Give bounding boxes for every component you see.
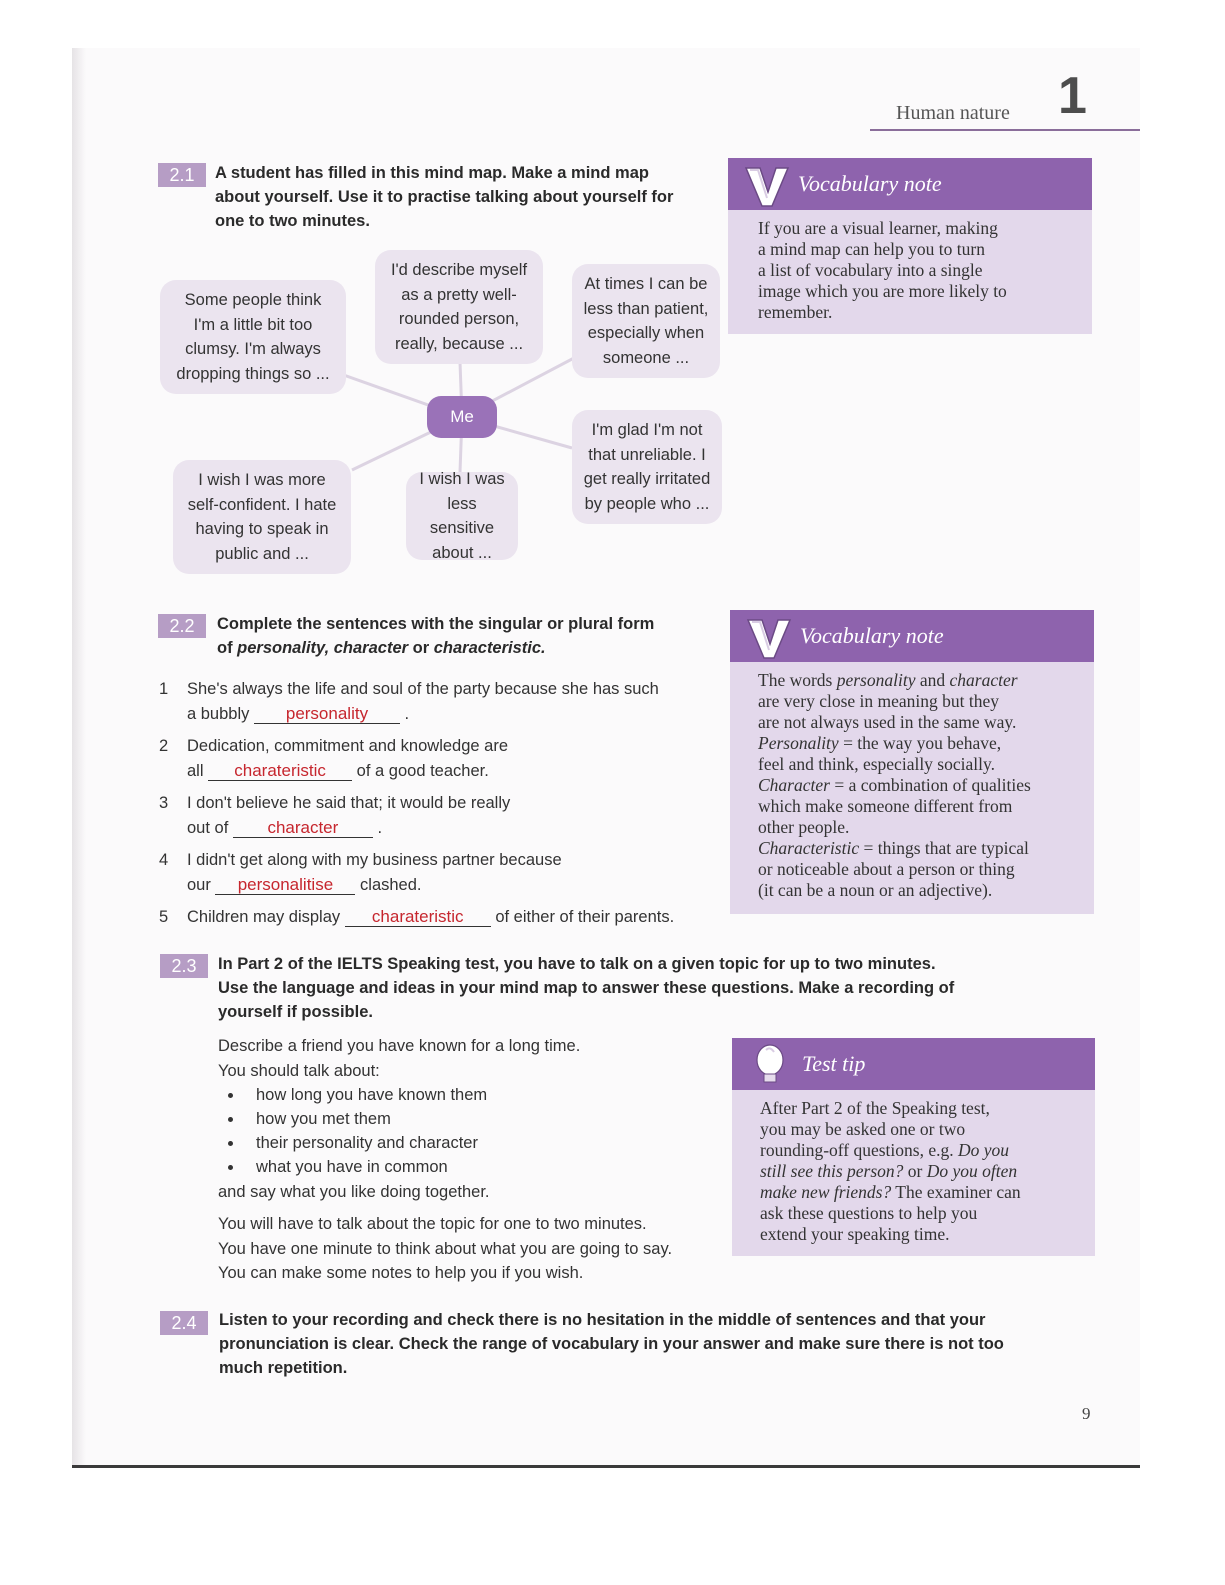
test-tip-body bbox=[760, 1098, 1085, 1245]
item-line: I didn't get along with my business partner because bbox=[187, 851, 562, 869]
note-italic: Character bbox=[758, 775, 830, 795]
item-line: I don't believe he said that; it would be really bbox=[187, 794, 511, 812]
tip-italic: Do you bbox=[958, 1140, 1010, 1160]
tip-italic: still see this person? bbox=[760, 1161, 904, 1181]
bubble-line: having to speak in bbox=[195, 520, 329, 538]
tip-line: you may be asked one or two bbox=[760, 1119, 966, 1139]
instruction-line: about yourself. Use it to practise talking about yourself for bbox=[215, 188, 674, 206]
exercise-2-4-instruction bbox=[219, 1308, 1049, 1380]
note-line: image which you are more likely to bbox=[758, 281, 1007, 301]
bubble-line: self-confident. I hate bbox=[187, 495, 337, 514]
note-line bbox=[758, 670, 1084, 691]
bullet-text: their personality and character bbox=[256, 1134, 478, 1152]
exercise-2-2-instruction bbox=[217, 612, 717, 660]
note-line: which make someone different from bbox=[758, 796, 1013, 816]
note-text: = a combination of qualities bbox=[829, 775, 1031, 795]
item-text bbox=[187, 905, 707, 930]
vocabulary-note-header bbox=[730, 610, 1094, 662]
task-line: You should talk about: bbox=[218, 1061, 380, 1080]
answer-blank[interactable]: charateristic bbox=[208, 762, 352, 781]
instruction-text: or bbox=[408, 639, 434, 657]
mind-map-bubble bbox=[572, 410, 722, 524]
item-line: Dedication, commitment and knowledge are bbox=[187, 737, 509, 755]
tip-italic: make new friends? bbox=[760, 1182, 892, 1202]
tip-line: extend your speaking time. bbox=[760, 1224, 950, 1244]
vocabulary-note-title: Vocabulary note bbox=[798, 171, 942, 196]
note-text: The words bbox=[758, 670, 837, 690]
mind-map-bubble bbox=[160, 280, 346, 394]
exercise-label-2-3: 2.3 bbox=[160, 954, 208, 978]
instruction-line: much repetition. bbox=[219, 1359, 348, 1377]
note-italic: personality bbox=[836, 670, 916, 690]
item-line: She's always the life and soul of the party because she has such bbox=[187, 680, 659, 698]
test-tip-header bbox=[732, 1038, 1095, 1090]
exercise-2-1-instruction bbox=[215, 161, 715, 233]
exercise-item bbox=[159, 791, 719, 841]
tip-line bbox=[760, 1182, 1085, 1203]
bubble-line: by people who ... bbox=[584, 494, 710, 513]
exercise-item bbox=[159, 734, 719, 784]
item-text-post: of either of their parents. bbox=[490, 908, 675, 926]
tip-line bbox=[760, 1140, 1085, 1161]
bullet-text: what you have in common bbox=[256, 1158, 448, 1176]
item-text bbox=[187, 791, 707, 841]
bubble-line: I'd describe myself bbox=[390, 261, 528, 279]
mind-map-bubble bbox=[375, 250, 543, 364]
test-tip-box bbox=[732, 1038, 1095, 1256]
bubble-line: clumsy. I'm always bbox=[185, 340, 321, 358]
task-line: You have one minute to think about what you are going to say. bbox=[218, 1239, 673, 1258]
item-line bbox=[187, 873, 707, 898]
answer-blank[interactable]: character bbox=[233, 819, 373, 838]
item-text-pre: all bbox=[187, 762, 209, 780]
item-line bbox=[187, 905, 707, 930]
exercise-item bbox=[159, 905, 719, 931]
note-line: a mind map can help you to turn bbox=[758, 239, 985, 259]
vocabulary-note-header bbox=[728, 158, 1092, 210]
item-line bbox=[187, 702, 707, 727]
item-number: 3 bbox=[159, 794, 169, 812]
task-line: You can make some notes to help you if you wish. bbox=[218, 1264, 584, 1282]
exercise-label-2-4: 2.4 bbox=[160, 1311, 208, 1335]
instruction-line: A student has filled in this mind map. Make a mind map bbox=[215, 164, 649, 182]
page-bottom-rule bbox=[72, 1465, 1140, 1468]
note-line: are very close in meaning but they bbox=[758, 691, 1000, 711]
bubble-line: I'm glad I'm not bbox=[591, 421, 703, 439]
test-tip-title: Test tip bbox=[802, 1051, 866, 1076]
bullet-icon bbox=[228, 1117, 233, 1122]
vocabulary-note-body bbox=[758, 218, 1072, 323]
tip-italic: Do you often bbox=[926, 1161, 1018, 1181]
task-line: You will have to talk about the topic for one to two minutes. bbox=[218, 1215, 647, 1233]
bubble-line: less sensitive bbox=[429, 494, 495, 537]
bubble-line: At times I can be bbox=[584, 275, 708, 293]
bullet-icon bbox=[228, 1165, 233, 1170]
bubble-line: really, because ... bbox=[394, 334, 524, 353]
bubble-line: about ... bbox=[432, 543, 492, 562]
bullet-icon bbox=[228, 1093, 233, 1098]
note-line: remember. bbox=[758, 302, 833, 322]
bubble-line: Some people think bbox=[184, 291, 322, 309]
bubble-line: I wish I was bbox=[419, 470, 505, 488]
page-number: 9 bbox=[1082, 1404, 1091, 1423]
mind-map-center: Me bbox=[427, 396, 497, 438]
unit-title: Human nature bbox=[896, 102, 1010, 124]
instruction-line: Listen to your recording and check there is no hesitation in the middle of sentences and that your bbox=[219, 1311, 986, 1329]
instruction-line: one to two minutes. bbox=[215, 212, 370, 230]
item-number: 5 bbox=[159, 908, 169, 926]
instruction-line: Complete the sentences with the singular or plural form bbox=[217, 615, 655, 633]
header-rule bbox=[870, 129, 1140, 131]
instruction-italic: personality, character bbox=[237, 639, 409, 657]
mind-map-bubble bbox=[406, 472, 518, 560]
exercise-item bbox=[159, 677, 719, 727]
instruction-text: of bbox=[217, 639, 238, 657]
bubble-line: less than patient, bbox=[583, 299, 709, 318]
bubble-line: dropping things so ... bbox=[176, 364, 330, 383]
item-text-pre: a bubbly bbox=[187, 705, 254, 723]
bubble-line: get really irritated bbox=[583, 470, 711, 488]
task-card bbox=[218, 1034, 698, 1083]
item-text-pre: Children may display bbox=[187, 908, 345, 926]
vocabulary-note-title: Vocabulary note bbox=[800, 623, 944, 648]
item-text-post: clashed. bbox=[355, 876, 422, 894]
note-line: (it can be a noun or an adjective). bbox=[758, 880, 993, 900]
answer-blank[interactable]: charateristic bbox=[345, 908, 491, 927]
note-italic: Characteristic bbox=[758, 838, 860, 858]
note-line bbox=[758, 775, 1084, 796]
item-text-pre: out of bbox=[187, 819, 233, 837]
instruction-line: yourself if possible. bbox=[218, 1003, 373, 1021]
bullet-icon bbox=[228, 1141, 233, 1146]
vocabulary-note-body bbox=[758, 670, 1084, 901]
exercise-2-3-instruction bbox=[218, 952, 1018, 1024]
page-spine bbox=[72, 48, 86, 1468]
instruction-line: pronunciation is clear. Check the range of vocabulary in your answer and make sure there is not too bbox=[219, 1335, 1004, 1353]
exercise-item bbox=[159, 848, 719, 898]
tip-text: The examiner can bbox=[891, 1182, 1021, 1202]
bubble-line: that unreliable. I bbox=[588, 445, 706, 464]
bullet-text: how long you have known them bbox=[256, 1086, 488, 1104]
tip-line: ask these questions to help you bbox=[760, 1203, 978, 1223]
task-line: Describe a friend you have known for a long time. bbox=[218, 1037, 581, 1055]
item-line bbox=[187, 759, 707, 784]
task-notes bbox=[218, 1212, 718, 1286]
item-text-post: of a good teacher. bbox=[352, 762, 489, 780]
item-text-pre: our bbox=[187, 876, 216, 894]
task-line: and say what you like doing together. bbox=[218, 1183, 490, 1201]
item-text bbox=[187, 848, 707, 898]
exercise-label-2-1: 2.1 bbox=[158, 163, 206, 187]
bubble-line: someone ... bbox=[602, 348, 690, 367]
tip-line bbox=[760, 1161, 1085, 1182]
note-line: If you are a visual learner, making bbox=[758, 218, 998, 238]
bubble-line: public and ... bbox=[215, 544, 309, 563]
item-text bbox=[187, 677, 707, 727]
instruction-line bbox=[217, 636, 717, 660]
note-line: are not always used in the same way. bbox=[758, 712, 1017, 732]
item-line bbox=[187, 816, 707, 841]
bubble-line: rounded person, bbox=[398, 310, 520, 328]
note-line bbox=[758, 733, 1084, 754]
answer-blank[interactable]: personalitise bbox=[215, 876, 355, 895]
item-text-post: . bbox=[399, 705, 410, 723]
answer-blank[interactable]: personality bbox=[254, 705, 400, 724]
tip-text: rounding-off questions, e.g. bbox=[760, 1140, 958, 1160]
mind-map-bubble bbox=[173, 460, 351, 574]
note-text: = things that are typical bbox=[859, 838, 1029, 858]
note-text: and bbox=[915, 670, 950, 690]
item-text-post: . bbox=[372, 819, 383, 837]
note-text: = the way you behave, bbox=[838, 733, 1002, 753]
note-line bbox=[758, 838, 1084, 859]
item-number: 2 bbox=[159, 737, 169, 755]
note-line: other people. bbox=[758, 817, 850, 837]
note-italic: character bbox=[949, 670, 1018, 690]
bubble-line: as a pretty well- bbox=[401, 285, 517, 304]
vocabulary-v-icon bbox=[744, 614, 792, 660]
tip-text: or bbox=[903, 1161, 927, 1181]
item-number: 4 bbox=[159, 851, 169, 869]
lightbulb-icon bbox=[746, 1042, 794, 1088]
instruction-line: In Part 2 of the IELTS Speaking test, you have to talk on a given topic for up to two minutes. bbox=[218, 955, 936, 973]
mind-map-bubble bbox=[572, 264, 720, 378]
note-line: or noticeable about a person or thing bbox=[758, 859, 1015, 879]
instruction-italic: characteristic. bbox=[433, 639, 546, 657]
bubble-line: especially when bbox=[587, 324, 705, 342]
note-line: feel and think, especially socially. bbox=[758, 754, 995, 774]
vocabulary-note-box bbox=[730, 610, 1094, 914]
vocabulary-note-box bbox=[728, 158, 1092, 334]
item-text bbox=[187, 734, 707, 784]
bubble-line: I'm a little bit too bbox=[193, 315, 313, 334]
note-italic: Personality bbox=[758, 733, 839, 753]
bullet-text: how you met them bbox=[256, 1110, 391, 1128]
vocabulary-v-icon bbox=[742, 162, 790, 208]
instruction-line: Use the language and ideas in your mind map to answer these questions. Make a recording of bbox=[218, 979, 955, 997]
exercise-label-2-2: 2.2 bbox=[158, 614, 206, 638]
bubble-line: I wish I was more bbox=[198, 471, 326, 489]
note-line: a list of vocabulary into a single bbox=[758, 260, 983, 280]
unit-number: 1 bbox=[1058, 67, 1087, 125]
item-number: 1 bbox=[159, 680, 169, 698]
tip-line: After Part 2 of the Speaking test, bbox=[760, 1098, 990, 1118]
